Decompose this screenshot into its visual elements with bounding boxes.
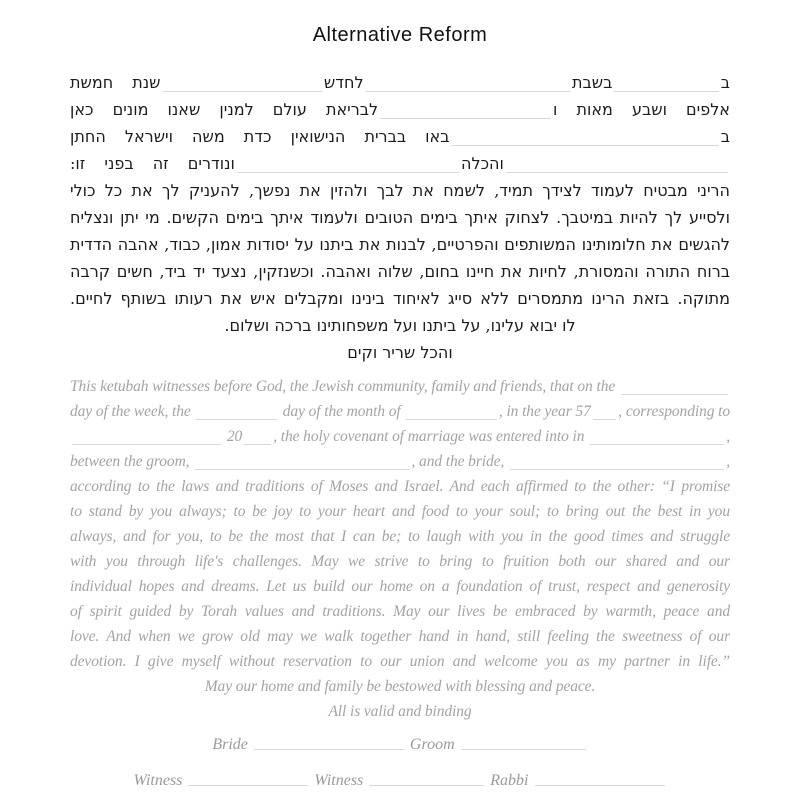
blank-fill-in-line <box>163 78 322 92</box>
hebrew-paragraph-line: הריני מבטיח לעמוד לצידך תמיד, לשמח את לבך ולהזין את נפשך, להעניק לך את כל כולי <box>70 181 731 200</box>
text-segment: באו בברית הנישואין כדת משה וישראל החתן <box>70 127 450 146</box>
english-form-line <box>70 424 730 449</box>
hebrew-closing-line: לו יבוא עלינו, על ביתנו ועל משפחותינו ברכה ושלום. <box>224 316 576 335</box>
rabbi-signature-line <box>535 772 665 786</box>
text-segment: אלפים ושבע מאות ו <box>553 100 730 119</box>
english-paragraph-line: always, and for you, to be the most that I can be; to laugh with you in the good times and struggle <box>70 528 730 545</box>
blank-fill-in-line <box>506 159 728 173</box>
page-title: Alternative Reform <box>312 24 488 46</box>
hebrew-final-line: והכל שריר וקים <box>347 343 453 362</box>
blank-fill-in-line <box>451 132 718 146</box>
text-segment: והכלה <box>461 154 504 173</box>
text-segment: ב <box>720 127 730 146</box>
blank-fill-in-line <box>195 456 409 470</box>
blank-fill-in-line <box>406 406 497 420</box>
text-segment: , and the bride, <box>411 453 508 470</box>
text-segment: This ketubah witnesses before God, the Jewish community, family and friends, that on the <box>70 378 619 395</box>
hebrew-form-line <box>70 69 730 96</box>
english-form-lines <box>70 374 730 474</box>
hebrew-paragraph-line: ברוח התורה והמסורת, לחיות את חיינו בחום, שלוה ואהבה. וכשנזקין, נצעד יד ביד, חשים קרבה <box>70 262 730 281</box>
text-segment: , the holy covenant of marriage was entered into in <box>273 428 589 445</box>
bride-groom-signature-row <box>70 728 730 754</box>
english-closing-line: May our home and family be bestowed with blessing and peace. <box>204 678 596 695</box>
blank-fill-in-line <box>590 431 724 445</box>
english-paragraph-line: individual hopes and dreams. Let us build our home on a foundation of trust, respect and generosity <box>70 578 730 595</box>
hebrew-paragraph-line: מתוקה. בזאת הרינו מתמסרים ללא סייג לאיחוד בינינו ומקבלים איש את רעותו בשותף לחיים. <box>70 289 730 308</box>
english-form-line <box>70 399 730 424</box>
hebrew-paragraph-line: להגשים את חלומותינו המשותפים והפרטיים, לבנות את ביתנו על יסודות אמון, כבוד, אהבה הדדית <box>70 235 730 254</box>
blank-fill-in-line <box>366 78 570 92</box>
english-paragraph-line: of spirit guided by Torah values and traditions. May our lives be embraced by warmth, peace and <box>70 603 730 620</box>
blank-fill-in-line <box>244 431 271 445</box>
text-segment: , <box>726 453 731 470</box>
ketubah-document <box>70 0 730 790</box>
english-form-line <box>70 449 730 474</box>
english-form-line <box>70 374 730 399</box>
text-segment: ונודרים זה בפני זו: <box>70 154 235 173</box>
english-paragraph-line: according to the laws and traditions of Moses and Israel. And each affirmed to the other: “I promise <box>70 478 730 495</box>
witness2-signature-line <box>369 772 484 786</box>
text-segment: לבריאת עולם למנין שאנו מונים כאן <box>70 100 379 119</box>
blank-fill-in-line <box>380 105 551 119</box>
witness1-label: Witness <box>133 772 187 789</box>
text-segment: day of the week, the <box>70 403 195 420</box>
blank-fill-in-line <box>237 159 459 173</box>
bride-label: Bride <box>212 736 252 753</box>
witness-rabbi-signature-row <box>70 764 730 790</box>
hebrew-text-block <box>70 69 730 366</box>
text-segment: day of the month of <box>279 403 405 420</box>
bride-signature-line <box>254 736 404 750</box>
english-paragraph-line: devotion. I give myself without reservation to our union and welcome you as my partner in life.” <box>70 653 730 670</box>
blank-fill-in-line <box>593 406 617 420</box>
hebrew-form-line <box>70 96 730 123</box>
hebrew-form-line <box>70 123 730 150</box>
hebrew-form-line <box>70 150 730 177</box>
text-segment: , in the year 57 <box>498 403 591 420</box>
english-paragraph <box>70 474 730 674</box>
text-segment: , <box>726 428 730 445</box>
blank-fill-in-line <box>510 456 724 470</box>
english-text-block <box>70 374 730 724</box>
blank-fill-in-line <box>621 381 728 395</box>
english-paragraph-line: love. And when we grow old may we walk together hand in hand, still feeling the sweetness of our <box>70 628 730 645</box>
text-segment: ב <box>720 73 730 92</box>
groom-signature-line <box>461 736 586 750</box>
text-segment: 20 <box>223 428 243 445</box>
text-segment: שנת חמשת <box>69 73 161 92</box>
english-paragraph-line: with you through life's challenges. May we strive to bring to fruition both our shared and our <box>70 553 730 570</box>
groom-label: Groom <box>405 736 459 753</box>
binding-line: All is valid and binding <box>328 703 472 720</box>
blank-fill-in-line <box>72 431 221 445</box>
text-segment: לחדש <box>323 73 364 92</box>
hebrew-form-lines <box>70 69 730 177</box>
text-segment: between the groom, <box>70 453 194 470</box>
english-paragraph-line: to stand by you always; to be joy to your heart and food to your soul; to bring out the best in you <box>70 503 730 520</box>
witness2-label: Witness <box>310 772 368 789</box>
text-segment: בשבת <box>571 73 613 92</box>
witness1-signature-line <box>188 772 308 786</box>
text-segment: , corresponding to <box>618 403 730 420</box>
hebrew-paragraph-line: ולסייע לך להיות במיטבך. לצחוק איתך בימים הטובים ולעמוד איתך בימים הקשים. מי יתן ונצליח <box>70 208 730 227</box>
hebrew-paragraph <box>70 177 730 312</box>
rabbi-label: Rabbi <box>486 772 533 789</box>
blank-fill-in-line <box>196 406 277 420</box>
blank-fill-in-line <box>614 78 718 92</box>
